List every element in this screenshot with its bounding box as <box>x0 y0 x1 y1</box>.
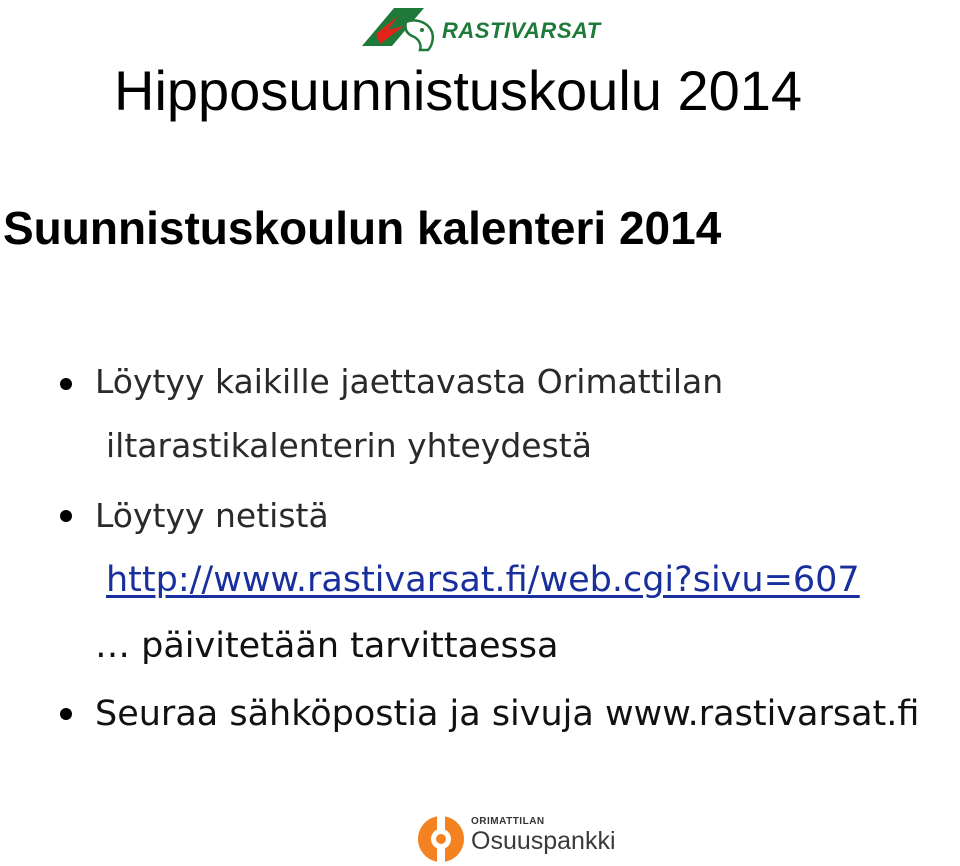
page-subtitle: Suunnistuskoulun kalenteri 2014 <box>3 202 722 254</box>
page-title: Hipposuunnistuskoulu 2014 <box>114 59 803 122</box>
osuuspankki-wordmark: Osuuspankki <box>471 827 616 855</box>
orimattilan-label: ORIMATTILAN <box>471 816 545 827</box>
horse-head-logo-icon <box>358 4 440 54</box>
rastivarsat-logo <box>358 4 608 54</box>
bullet-dot <box>60 510 72 522</box>
bullet-text-continued: iltarastikalenterin yhteydestä <box>106 426 592 465</box>
update-note: … päivitetään tarvittaessa <box>95 626 559 666</box>
osuuspankki-logo <box>416 808 616 864</box>
bullet-dot <box>60 378 72 390</box>
bullet-text: Seuraa sähköpostia ja sivuja www.rastivarsat.fi <box>95 694 920 734</box>
op-logo-icon <box>416 814 466 864</box>
bullet-text: Löytyy kaikille jaettavasta Orimattilan <box>95 362 724 401</box>
calendar-link[interactable]: http://www.rastivarsat.fi/web.cgi?sivu=607 <box>106 560 860 600</box>
bullet-text: Löytyy netistä <box>95 496 329 535</box>
bullet-dot <box>60 708 72 720</box>
rastivarsat-wordmark: RASTIVARSAT <box>442 18 601 43</box>
